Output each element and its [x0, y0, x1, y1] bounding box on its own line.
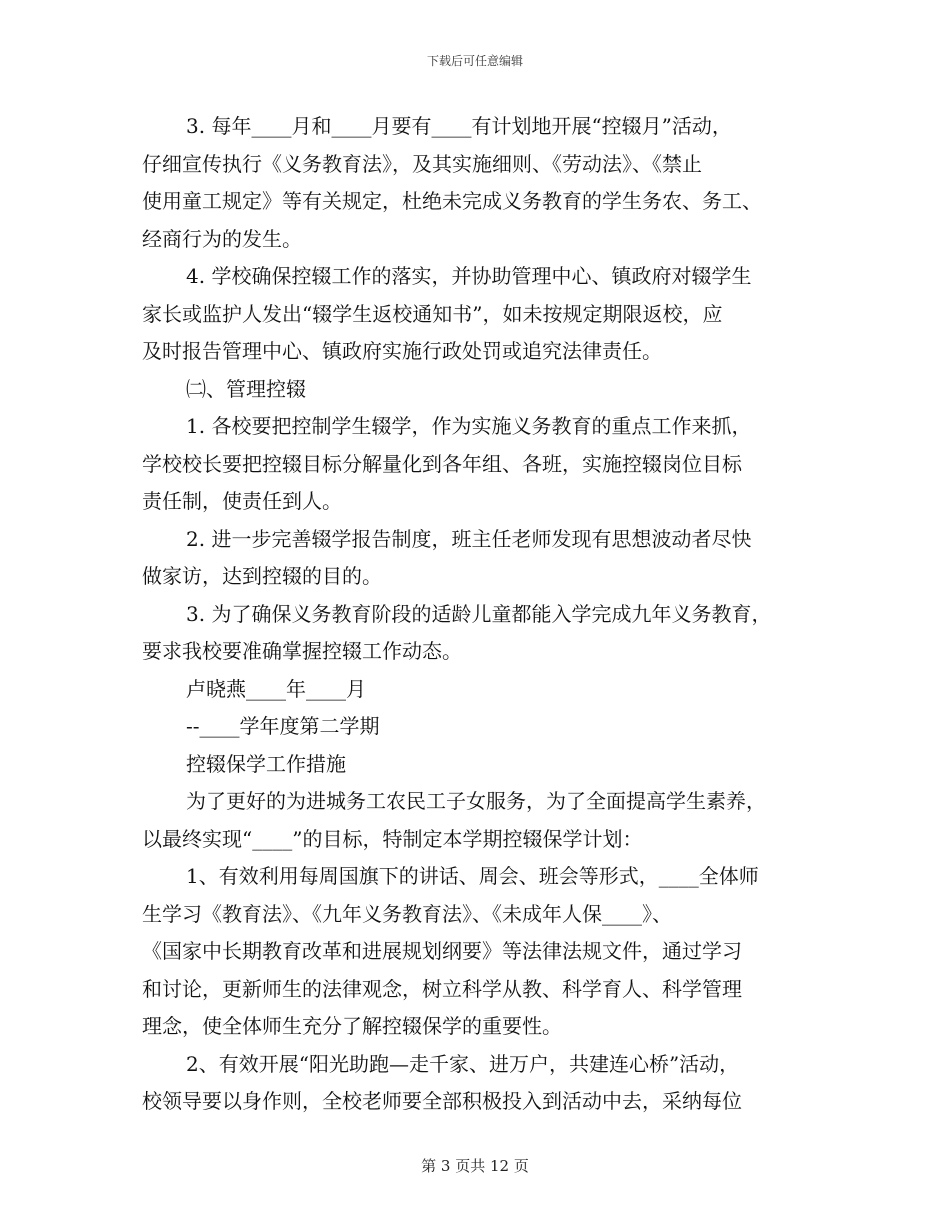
text-line: 经商行为的发生。 — [142, 226, 302, 251]
text-line: 使用童工规定》等有关规定，杜绝未完成义务教育的学生务农、务工、 — [142, 189, 762, 213]
text-line: 学校校长要把控辍目标分解量化到各年组、各班，实施控辍岗位目标 — [142, 451, 742, 476]
text-line: 为了更好的为进城务工农民工子女服务，为了全面提高学生素养， — [186, 789, 766, 813]
text-line: 《国家中长期教育改革和进展规划纲要》等法律法规文件，通过学习 — [142, 939, 742, 963]
text-line: 卢晓燕____年____月 — [186, 676, 366, 701]
text-line: ㈡、管理控辍 — [186, 376, 306, 401]
text-line: 1、有效利用每周国旗下的讲话、周会、班会等形式，____全体师 — [186, 864, 759, 888]
text-line: 3. 每年____月和____月要有____有计划地开展“控辍月”活动， — [186, 114, 732, 138]
document-body — [142, 108, 812, 1121]
page-number: 第 3 页共 12 页 — [421, 1157, 529, 1175]
page-header: 下载后可任意编辑 — [426, 54, 523, 68]
text-line: 校领导要以身作则，全校老师要全部积极投入到活动中去，采纳每位 — [142, 1089, 742, 1113]
text-line: 控辍保学工作措施 — [186, 751, 346, 776]
text-line: 2. 进一步完善辍学报告制度，班主任老师发现有思想波动者尽快 — [186, 526, 752, 551]
text-line: 4. 学校确保控辍工作的落实，并协助管理中心、镇政府对辍学生 — [186, 264, 752, 288]
text-line: 生学习《教育法》、《九年义务教育法》、《未成年人保____》、 — [142, 901, 672, 926]
text-line: 要求我校要准确掌握控辍工作动态。 — [142, 639, 462, 663]
text-line: --____学年度第二学期 — [186, 714, 380, 738]
text-line: 以最终实现“____”的目标，特制定本学期控辍保学计划： — [142, 826, 643, 851]
text-line: 和讨论，更新师生的法律观念，树立科学从教、科学育人、科学管理 — [142, 976, 742, 1001]
text-line: 家长或监护人发出“辍学生返校通知书”，如未按规定期限返校，应 — [142, 301, 723, 326]
text-line: 仔细宣传执行《义务教育法》，及其实施细则、《劳动法》、《禁止 — [142, 151, 702, 176]
text-line: 责任制，使责任到人。 — [142, 489, 342, 513]
text-line: 及时报告管理中心、镇政府实施行政处罚或追究法律责任。 — [142, 339, 662, 363]
text-line: 理念，使全体师生充分了解控辍保学的重要性。 — [142, 1014, 562, 1038]
text-line: 1. 各校要把控制学生辍学，作为实施义务教育的重点工作来抓， — [186, 414, 752, 438]
text-line: 做家访，达到控辍的目的。 — [142, 564, 382, 588]
text-line: 2、有效开展“阳光助跑—走千家、进万户，共建连心桥”活动， — [186, 1051, 740, 1076]
text-line: 3. 为了确保义务教育阶段的适龄儿童都能入学完成九年义务教育， — [186, 601, 772, 626]
